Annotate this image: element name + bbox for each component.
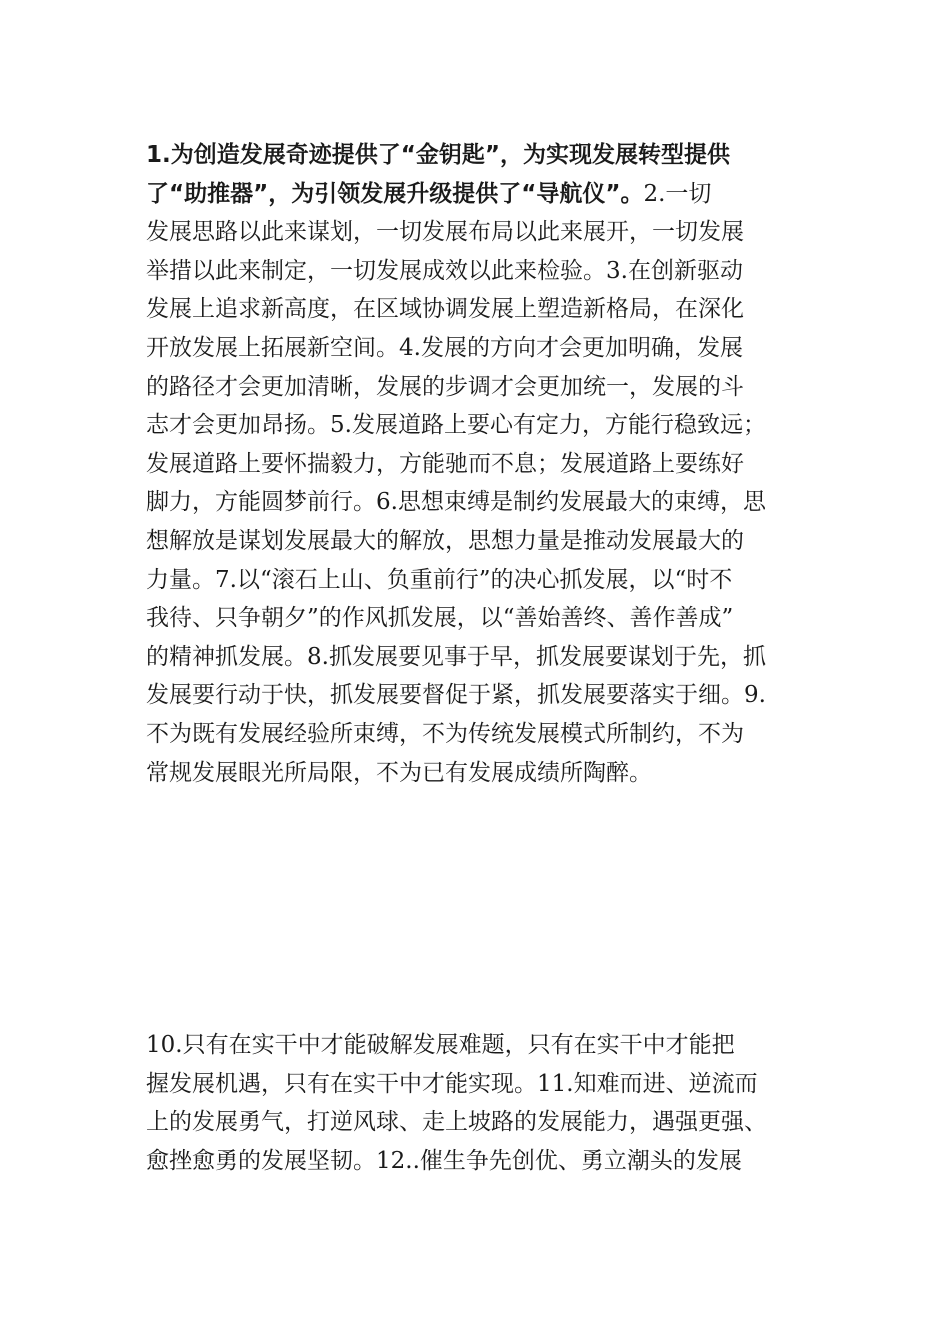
text-line-6: 开放发展上拓展新空间。4.发展的方向才会更加明确，发展 [146, 334, 743, 361]
text-line-20: 上的发展勇气，打逆风球、走上坡路的发展能力，遇强更强、 [146, 1109, 767, 1136]
text-line-18: 10.只有在实干中才能破解发展难题，只有在实干中才能把 [146, 1032, 735, 1058]
text-line-12: 力量。7.以“滚石上山、负重前行”的决心抓发展，以“时不 [146, 566, 733, 593]
text-line-4: 举措以此来制定，一切发展成效以此来检验。3.在创新驱动 [146, 257, 743, 284]
text-line-9: 发展道路上要怀揣毅力，方能驰而不息；发展道路上要练好 [146, 450, 744, 477]
text-line-19: 握发展机遇，只有在实干中才能实现。11.知难而进、逆流而 [146, 1070, 758, 1097]
text-line-15: 发展要行动于快，抓发展要督促于紧，抓发展要落实于细。9. [146, 682, 766, 709]
text-line-16: 不为既有发展经验所束缚，不为传统发展模式所制约，不为 [146, 720, 744, 747]
text-line-10: 脚力，方能圆梦前行。6.思想束缚是制约发展最大的束缚，思 [146, 489, 766, 516]
text-line-8: 志才会更加昂扬。5.发展道路上要心有定力，方能行稳致远； [146, 412, 766, 439]
text-line-2-bold: 了“助推器”，为引领发展升级提供了“导航仪”。 [146, 180, 644, 207]
text-line-14: 的精神抓发展。8.抓发展要见事于早，抓发展要谋划于先，抓 [146, 643, 766, 670]
text-line-5: 发展上追求新高度，在区域协调发展上塑造新格局，在深化 [146, 296, 744, 323]
text-line-13: 我待、只争朝夕”的作风抓发展，以“善始善终、善作善成” [146, 605, 734, 632]
text-line-21: 愈挫愈勇的发展坚韧。12..催生争先创优、勇立潮头的发展 [146, 1147, 742, 1174]
text-line-1: 1.为创造发展奇迹提供了“金钥匙”，为实现发展转型提供 [146, 142, 730, 168]
text-line-2-rest: 2.一切 [643, 180, 712, 207]
text-line-11: 想解放是谋划发展最大的解放，思想力量是推动发展最大的 [146, 527, 744, 554]
text-line-2 [146, 175, 810, 214]
paragraph-2 [146, 1026, 810, 1180]
paragraph-1 [146, 136, 810, 792]
text-line-3: 发展思路以此来谋划，一切发展布局以此来展开，一切发展 [146, 219, 744, 246]
text-line-17: 常规发展眼光所局限，不为已有发展成绩所陶醉。 [146, 759, 652, 786]
text-line-7: 的路径才会更加清晰，发展的步调才会更加统一，发展的斗 [146, 373, 744, 400]
